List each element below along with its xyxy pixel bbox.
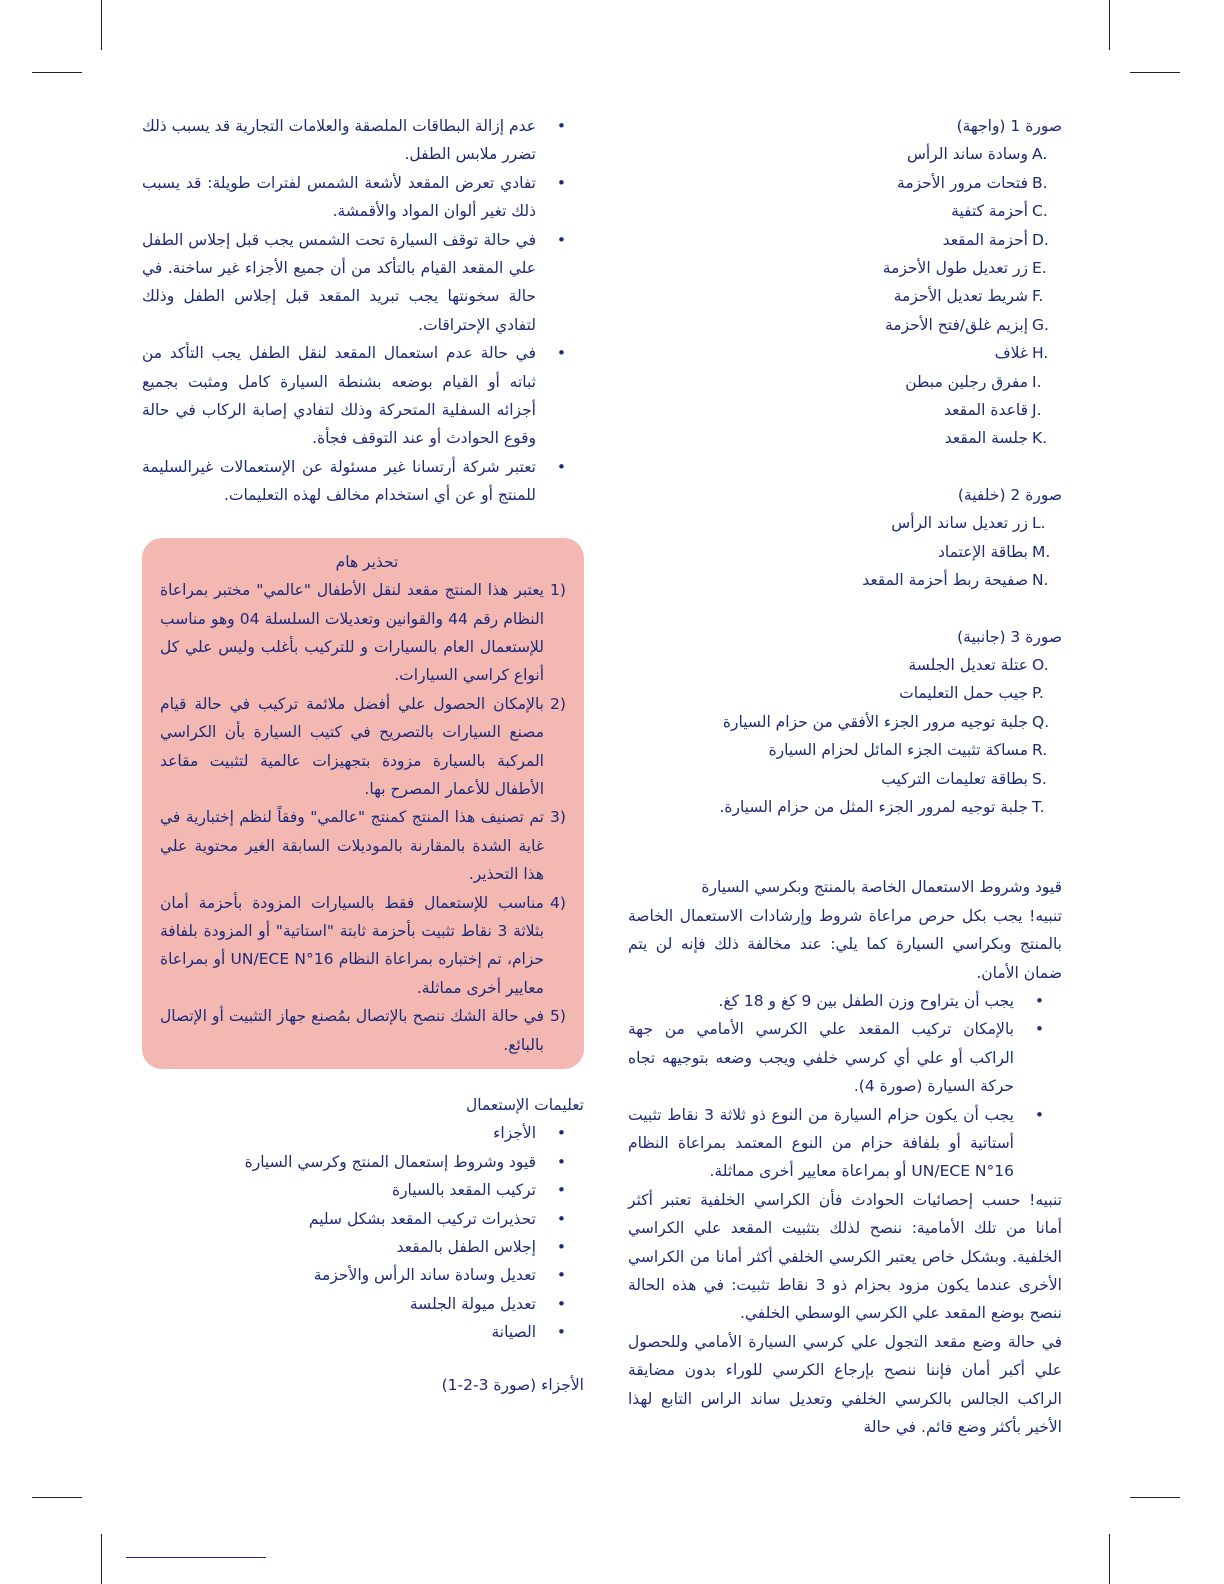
list-item xyxy=(628,651,1062,679)
warning-list xyxy=(160,576,574,1059)
list-item xyxy=(628,339,1062,367)
item-letter: G. xyxy=(1032,315,1049,334)
list-item xyxy=(628,424,1062,452)
list-item: • بالإمكان تركيب المقعد علي الكرسي الأمامي من جهة الراكب أو علي أي كرسي خلفي ويجب وضعه بتوجيهه تجاه حركة السيارة (صورة 4). xyxy=(628,1015,1062,1100)
crop-mark xyxy=(101,0,102,50)
item-number: 3) xyxy=(550,808,566,827)
item-number: 5) xyxy=(550,1007,566,1026)
item-text: فتحات مرور الأحزمة xyxy=(897,173,1028,192)
crop-mark xyxy=(101,1534,102,1584)
list-item: • تعديل وسادة ساند الرأس والأحزمة xyxy=(142,1261,584,1289)
crop-mark xyxy=(32,72,82,73)
item-text: صفيحة ربط أحزمة المقعد xyxy=(862,571,1028,590)
list-item: • تعديل ميولة الجلسة xyxy=(142,1290,584,1318)
item-text: شريط تعديل الأحزمة xyxy=(893,287,1028,306)
warning-box xyxy=(142,538,584,1069)
item-letter: C. xyxy=(1032,202,1048,221)
item-letter: T. xyxy=(1032,797,1045,816)
list-item: • تفادي تعرض المقعد لأشعة الشمس لفترات طويلة: قد يسبب ذلك تغير ألوان المواد والأقمشة. xyxy=(142,169,584,226)
list-item: • تركيب المقعد بالسيارة xyxy=(142,1176,584,1204)
list-item: • قيود وشروط إستعمال المنتج وكرسي السيارة xyxy=(142,1148,584,1176)
list-item: • الأجزاء xyxy=(142,1119,584,1147)
crop-mark xyxy=(1109,1534,1110,1584)
list-item: • عدم إزالة البطاقات الملصقة والعلامات التجارية قد يسبب ذلك تضرر ملابس الطفل. xyxy=(142,112,584,169)
item-text: جلبة توجيه لمرور الجزء المثل من حزام السيارة. xyxy=(719,797,1028,816)
item-text: يعتبر هذا المنتج مقعد لنقل الأطفال "عالمي" مختبر بمراعاة النظام رقم 44 والقوانين وتعديلات السلسلة 04 وهو مناسب للإستعمال العام بالسيارات و للتركيب بأغلب وليس علي كل أنواع كراسي السيارات. xyxy=(160,581,544,685)
list-item xyxy=(160,576,574,690)
list-item: • يجب أن يكون حزام السيارة من النوع ذو ثلاثة 3 نقاط تثبيت أستاتية أو بلفافة حزام من النوع المعتمد بمراعاة النظام UN/ECE N°16 أو بمراعاة معايير أخرى مماثلة. xyxy=(628,1101,1062,1186)
conditions-title: قيود وشروط الاستعمال الخاصة بالمنتج وبكرسي السيارة xyxy=(701,878,1062,897)
list-item xyxy=(628,538,1062,566)
item-text: عتلة تعديل الجلسة xyxy=(908,655,1028,674)
item-text: جيب حمل التعليمات xyxy=(899,684,1028,703)
list-item xyxy=(160,690,574,804)
item-letter: I. xyxy=(1032,372,1042,391)
item-letter: K. xyxy=(1032,429,1048,448)
parts-heading: الأجزاء (صورة 3-2-1) xyxy=(441,1375,584,1394)
fig1-title: صورة 1 (واجهة) xyxy=(956,117,1062,135)
crop-mark xyxy=(1130,72,1180,73)
item-text: في حالة الشك ننصح بالإتصال بمُصنع جهاز التثبيت أو الإتصال بالبائع. xyxy=(160,1007,544,1054)
list-item: • في حالة توقف السيارة تحت الشمس يجب قبل إجلاس الطفل علي المقعد القيام بالتأكد من أن جميع الأجزاء غير ساخنة. في حالة سخونتها يجب تبريد المقعد قبل إجلاس الطفل وذلك لتفادي الإحتراقات. xyxy=(142,226,584,340)
list-item: • إجلاس الطفل بالمقعد xyxy=(142,1233,584,1261)
list-item xyxy=(628,169,1062,197)
item-letter: M. xyxy=(1032,542,1051,561)
usage-list xyxy=(142,1119,584,1346)
warning-title: تحذير هام xyxy=(335,552,399,571)
item-text: أحزمة المقعد xyxy=(942,230,1028,249)
item-letter: F. xyxy=(1032,287,1044,306)
fig2-title: صورة 2 (خلفية) xyxy=(957,485,1062,504)
item-text: جلسة المقعد xyxy=(944,429,1028,448)
list-item xyxy=(628,736,1062,764)
list-item xyxy=(628,708,1062,736)
list-item xyxy=(628,396,1062,424)
item-letter: D. xyxy=(1032,230,1049,249)
item-text: قاعدة المقعد xyxy=(943,401,1028,420)
list-item xyxy=(628,226,1062,254)
item-letter: A. xyxy=(1032,145,1048,164)
fig1-parts-list xyxy=(628,140,1062,452)
list-item: • الصيانة xyxy=(142,1318,584,1346)
conditions-bullets xyxy=(628,987,1062,1186)
list-item xyxy=(628,197,1062,225)
item-text: بطاقة تعليمات التركيب xyxy=(881,769,1028,788)
list-item: • يجب أن يتراوح وزن الطفل بين 9 كغ و 18 كغ. xyxy=(628,987,1062,1015)
item-number: 1) xyxy=(550,581,566,600)
list-item xyxy=(160,889,574,1003)
fig3-parts-list xyxy=(628,651,1062,821)
list-item: • تعتبر شركة أرتسانا غير مسئولة عن الإستعمالات غيرالسليمة للمنتج أو عن أي استخدام مخالف لهذه التعليمات. xyxy=(142,453,584,510)
item-letter: B. xyxy=(1032,173,1048,192)
item-text: غلاف xyxy=(994,344,1028,363)
item-letter: J. xyxy=(1032,401,1042,420)
item-letter: O. xyxy=(1032,655,1049,674)
crop-mark xyxy=(1109,0,1110,50)
item-text: بطاقة الإعتماد xyxy=(937,542,1028,561)
item-text: مفرق رجلين مبطن xyxy=(905,372,1028,391)
item-letter: S. xyxy=(1032,769,1047,788)
item-text: زر تعديل ساند الرأس xyxy=(891,514,1028,533)
list-item xyxy=(628,311,1062,339)
list-item xyxy=(628,566,1062,594)
item-text: تم تصنيف هذا المنتج كمنتج "عالمي" وفقاً لنظم إختبارية في غاية الشدة بالمقارنة بالموديلات السابقة الغير محتوية علي هذا التحذير. xyxy=(160,808,544,884)
crop-mark xyxy=(1130,1497,1180,1498)
list-item xyxy=(628,509,1062,537)
front-seat-paragraph: في حالة وضع مقعد التجول علي كرسي السيارة الأمامي وللحصول علي أكبر أمان فإننا ننصح بإرجاع الكرسي للوراء بدون مضايقة الراكب الجالس بالكرسي الخلفي وتعديل ساند الراس التابع لهذا الأخير بأكثر وضع قائم. في حالة xyxy=(628,1332,1062,1437)
left-column xyxy=(142,112,584,1399)
fig3-title: صورة 3 (جانبية) xyxy=(957,627,1062,646)
list-item xyxy=(628,765,1062,793)
item-text: زر تعديل طول الأحزمة xyxy=(882,259,1028,278)
footer-rule xyxy=(126,1557,266,1558)
note-paragraph: تنبيه! حسب إحصائيات الحوادث فأن الكراسي الخلفية تعتبر أكثر أمانا من تلك الأمامية: ننصح لذلك بتثبيت المقعد علي الكراسي الخلفية. وبشكل خاص يعتبر الكرسي الخلفي أكثر أمانا من الكراسي الأخرى عندما يكون مزود بحزام ذو 3 نقاط تثبيت: في هذه الحالة ننصح بوضع المقعد علي الكرسي الوسطي الخلفي. xyxy=(628,1190,1062,1323)
care-bullets xyxy=(142,112,584,510)
list-item: • تحذيرات تركيب المقعد بشكل سليم xyxy=(142,1205,584,1233)
item-letter: N. xyxy=(1032,571,1049,590)
crop-mark xyxy=(32,1497,82,1498)
conditions-intro: تنبيه! يجب بكل حرص مراعاة شروط وإرشادات الاستعمال الخاصة بالمنتج وبكراسي السيارة كما يلي: عند مخالفة ذلك فإنه لن يتم ضمان الأمان. xyxy=(628,906,1062,982)
list-item xyxy=(628,368,1062,396)
item-letter: Q. xyxy=(1032,712,1050,731)
item-text: مساكة تثبيت الجزء المائل لحزام السيارة xyxy=(768,741,1028,760)
item-text: مناسب للإستعمال فقط بالسيارات المزودة بأحزمة أمان بثلاثة 3 نقاط تثبيت بأحزمة ثابتة "استاتية" أو المزودة بلفافة حزام، تم إختباره بمراعاة النظام UN/ECE N°16 أو بمراعاة معايير أخرى مماثلة. xyxy=(160,893,544,997)
item-letter: P. xyxy=(1032,684,1044,703)
item-letter: E. xyxy=(1032,259,1047,278)
item-text: إبزيم غلق/فتح الأحزمة xyxy=(884,315,1028,334)
list-item xyxy=(160,1002,574,1059)
fig2-parts-list xyxy=(628,509,1062,594)
list-item xyxy=(160,803,574,888)
item-text: بالإمكان الحصول علي أفضل ملائمة تركيب في حالة قيام مصنع السيارات بالتصريح في كتيب السيارة بأن الكراسي المركبة بالسيارة مزودة بتجهيزات عالمية لتثبيت مقاعد الأطفال للأعمار المصرح بها. xyxy=(160,694,544,798)
item-number: 4) xyxy=(550,893,566,912)
item-text: وسادة ساند الرأس xyxy=(906,145,1028,164)
list-item: • في حالة عدم استعمال المقعد لنقل الطفل يجب التأكد من ثباته أو القيام بوضعه بشنطة السيارة كامل ومثبت بجميع أجزائه السفلية المتحركة وذلك لتفادي إصابة الركاب في حالة وقوع الحوادث أو عند التوقف فجأة. xyxy=(142,339,584,453)
item-text: أحزمة كتفية xyxy=(951,202,1028,221)
item-letter: H. xyxy=(1032,344,1049,363)
item-letter: R. xyxy=(1032,741,1048,760)
item-number: 2) xyxy=(550,694,566,713)
list-item xyxy=(628,679,1062,707)
list-item xyxy=(628,793,1062,821)
usage-title: تعليمات الإستعمال xyxy=(465,1096,584,1114)
item-text: جلبة توجيه مرور الجزء الأفقي من حزام السيارة xyxy=(722,712,1028,731)
right-column xyxy=(628,112,1062,1441)
item-letter: L. xyxy=(1032,514,1046,533)
list-item xyxy=(628,254,1062,282)
list-item xyxy=(628,282,1062,310)
list-item xyxy=(628,140,1062,168)
